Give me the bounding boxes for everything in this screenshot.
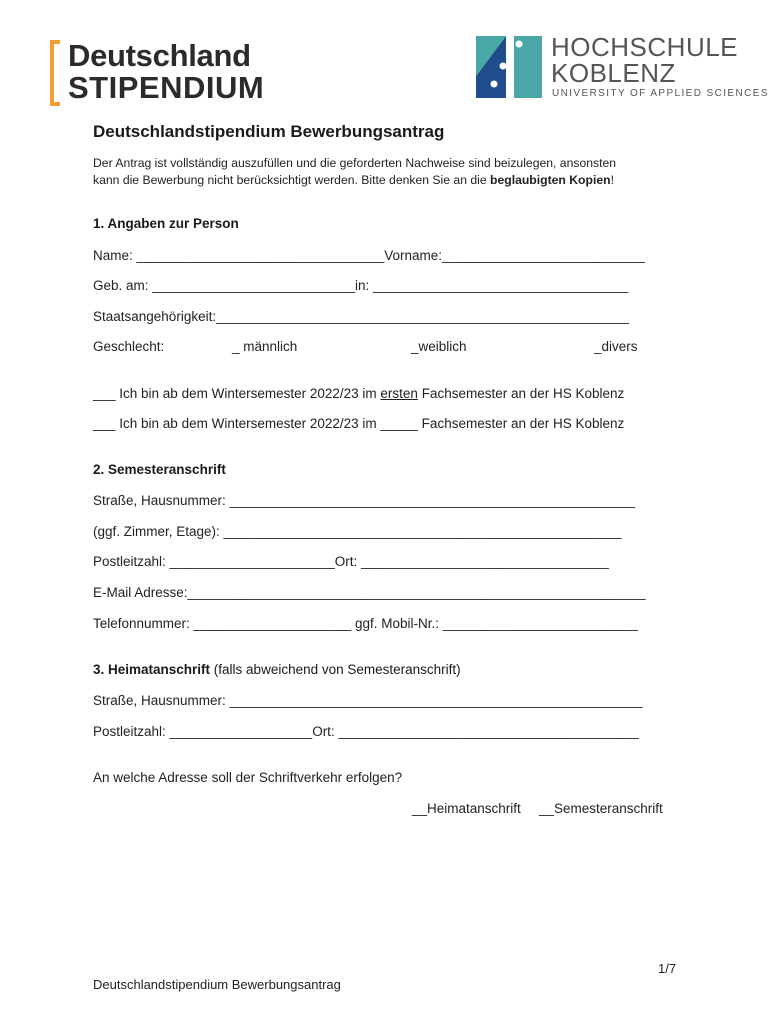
schriftverkehr-question: An welche Adresse soll der Schriftverkehr erfolgen?: [93, 770, 403, 785]
semester-plz-ort-field[interactable]: Postleitzahl: ______________________Ort: _________________________________: [93, 554, 609, 569]
staatsangehoerigkeit-field[interactable]: Staatsangehörigkeit:_______________________________________________________: [93, 309, 630, 324]
heimat-plz-ort-field[interactable]: Postleitzahl: ___________________Ort: ________________________________________: [93, 724, 639, 739]
semester-zimmer-field[interactable]: (ggf. Zimmer, Etage): _____________________________________________________: [93, 524, 622, 539]
page-number: 1/7: [658, 961, 677, 976]
geschlecht-label: Geschlecht:: [93, 339, 165, 354]
telefon-mobil-field[interactable]: Telefonnummer: _____________________ ggf. Mobil-Nr.: __________________________: [93, 616, 638, 631]
name-vorname-field[interactable]: Name: _________________________________Vorname:___________________________: [93, 248, 645, 263]
logo-text-university: UNIVERSITY OF APPLIED SCIENCES: [552, 88, 769, 99]
section-3-note: (falls abweichend von Semesteranschrift): [210, 662, 461, 677]
hochschule-koblenz-mark-icon: [476, 36, 542, 98]
option-maennlich[interactable]: _ männlich: [232, 339, 298, 354]
option-weiblich[interactable]: _weiblich: [411, 339, 467, 354]
logo-text-deutschland: Deutschland: [68, 38, 251, 73]
semester-option-erstes[interactable]: [93, 386, 624, 401]
logo-text-hochschule: HOCHSCHULE: [551, 32, 739, 62]
logo-bracket: [50, 40, 60, 106]
intro-text: [93, 155, 616, 189]
section-3-heading: [93, 662, 461, 677]
option-divers[interactable]: _divers: [594, 339, 638, 354]
logo-text-stipendium: STIPENDIUM: [68, 70, 265, 105]
intro-emphasis: beglaubigten Kopien: [490, 173, 611, 187]
option-heimatanschrift[interactable]: __Heimatanschrift: [412, 801, 521, 816]
email-field[interactable]: E-Mail Adresse:_____________________________________________________________: [93, 585, 646, 600]
intro-line-1: Der Antrag ist vollständig auszufüllen und die geforderten Nachweise sind beizulegen, ansonsten: [93, 156, 617, 170]
geburtsdatum-ort-field[interactable]: Geb. am: ___________________________in: __________________________________: [93, 278, 629, 293]
section-3-title: 3. Heimatanschrift: [93, 662, 211, 677]
underlined-ersten: ersten: [380, 386, 418, 401]
intro-line-2: [93, 172, 616, 189]
option-semesteranschrift[interactable]: __Semesteranschrift: [539, 801, 663, 816]
footer-title: Deutschlandstipendium Bewerbungsantrag: [93, 977, 341, 992]
page-title: Deutschlandstipendium Bewerbungsantrag: [93, 122, 445, 141]
logo-text-koblenz: KOBLENZ: [551, 58, 676, 88]
semester-strasse-field[interactable]: Straße, Hausnummer: ______________________________________________________: [93, 493, 635, 508]
section-2-heading: 2. Semesteranschrift: [93, 462, 226, 477]
intro-line-2-text: kann die Bewerbung nicht berücksichtigt werden. Bitte denken Sie an die: [93, 173, 491, 187]
semester-option-hoeheres[interactable]: ___ Ich bin ab dem Wintersemester 2022/23 im _____ Fachsemester an der HS Koblenz: [93, 416, 625, 431]
intro-line-2-end: !: [610, 173, 614, 187]
semester-option-erstes-text: ___ Ich bin ab dem Wintersemester 2022/23 im: [93, 386, 381, 401]
semester-option-erstes-end: Fachsemester an der HS Koblenz: [417, 386, 625, 401]
section-1-heading: 1. Angaben zur Person: [93, 216, 239, 231]
heimat-strasse-field[interactable]: Straße, Hausnummer: _______________________________________________________: [93, 693, 643, 708]
